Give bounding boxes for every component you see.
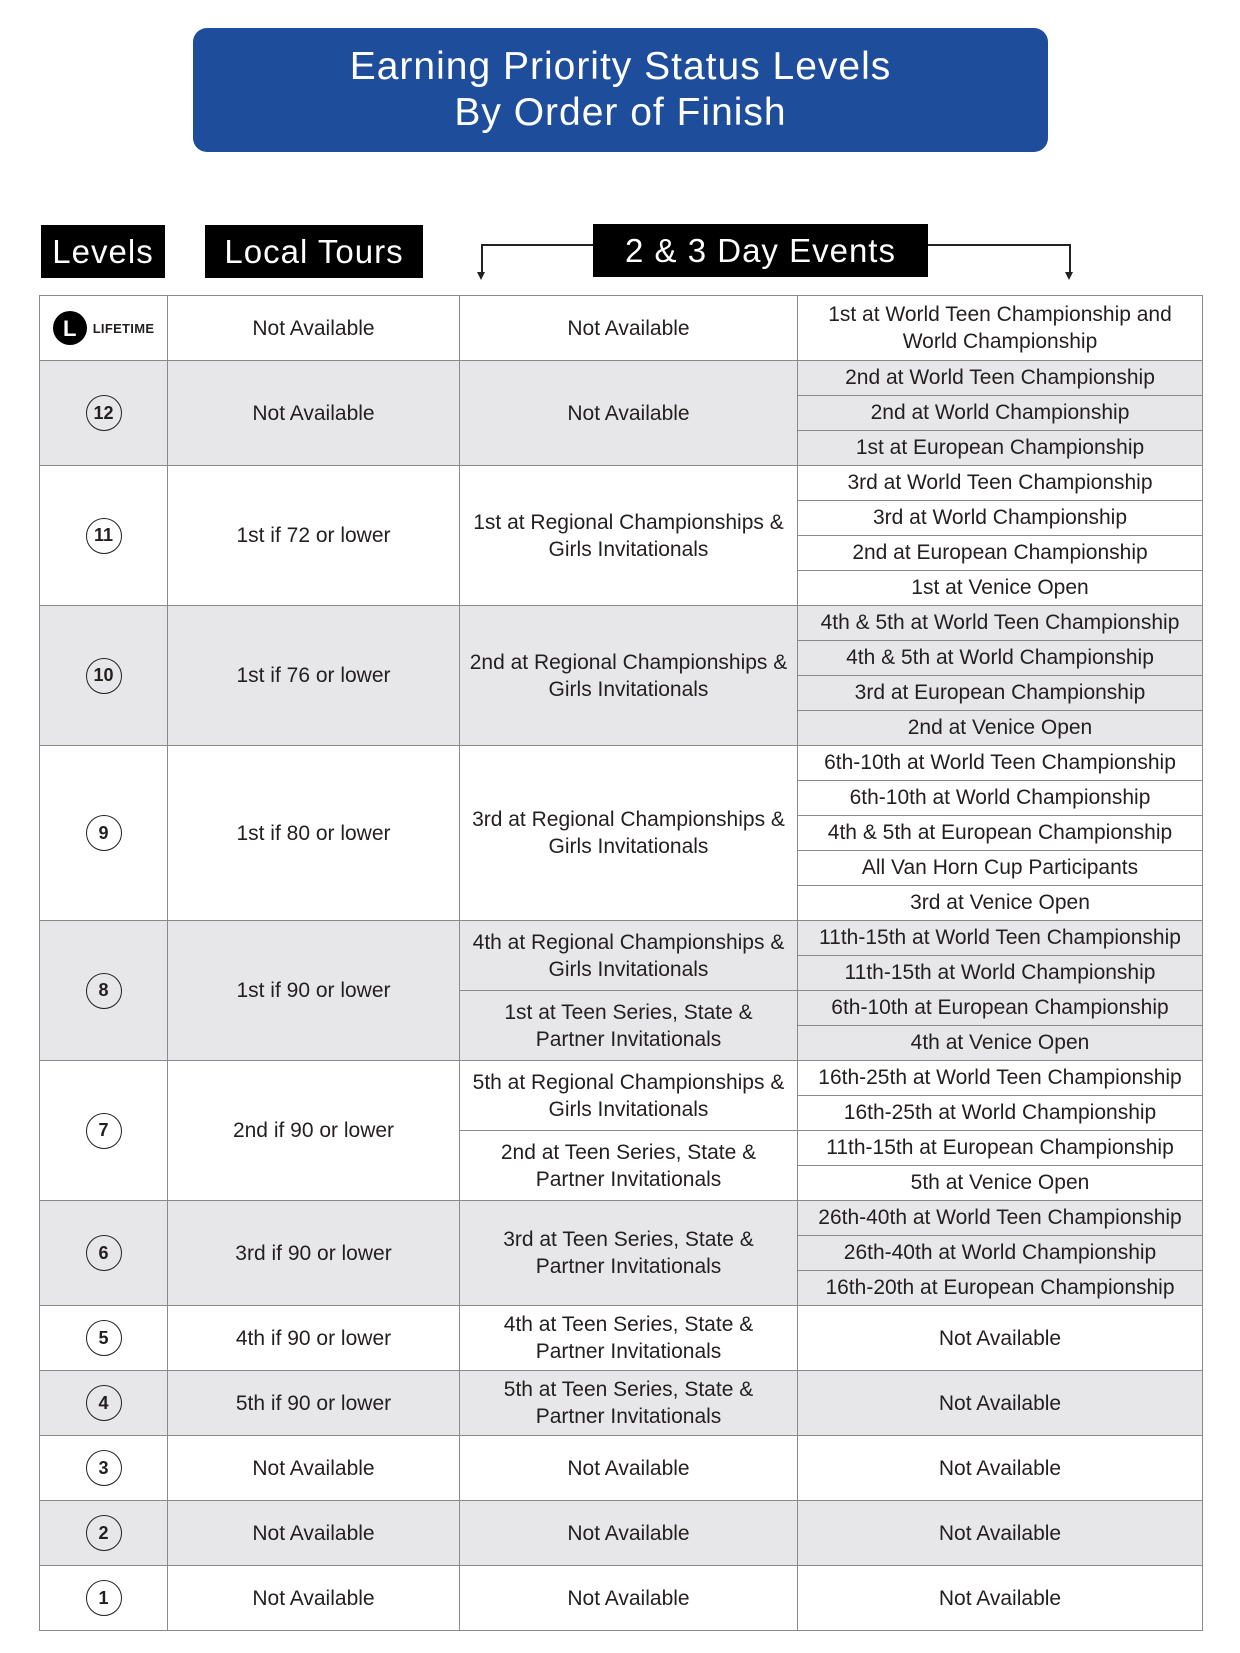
level-number-badge: 1 bbox=[86, 1580, 122, 1616]
table-row bbox=[40, 296, 1203, 361]
regional-events-cell: Not Available bbox=[460, 361, 798, 466]
world-events-cell: 1st at World Teen Championship and World Championship bbox=[798, 296, 1203, 361]
level-cell bbox=[40, 466, 168, 606]
local-tours-cell: Not Available bbox=[168, 1566, 460, 1631]
local-tours-cell: Not Available bbox=[168, 1501, 460, 1566]
world-events-cell: Not Available bbox=[798, 1501, 1203, 1566]
world-events-cell: Not Available bbox=[798, 1436, 1203, 1501]
world-events-cell: Not Available bbox=[798, 1371, 1203, 1436]
table-row bbox=[40, 466, 1203, 501]
regional-events-cell: 1st at Regional Championships & Girls Invitationals bbox=[460, 466, 798, 606]
arrow-down-icon bbox=[477, 272, 485, 280]
regional-events-cell: 1st at Teen Series, State & Partner Invitationals bbox=[460, 991, 798, 1061]
level-cell bbox=[40, 1501, 168, 1566]
level-cell bbox=[40, 1436, 168, 1501]
level-cell bbox=[40, 1201, 168, 1306]
regional-events-cell: 2nd at Regional Championships & Girls Invitationals bbox=[460, 606, 798, 746]
lifetime-badge-label: LIFETIME bbox=[92, 320, 155, 336]
world-events-cell: 6th-10th at World Teen Championship bbox=[798, 746, 1203, 781]
level-cell bbox=[40, 921, 168, 1061]
local-tours-cell: 1st if 80 or lower bbox=[168, 746, 460, 921]
world-events-cell: 4th & 5th at European Championship bbox=[798, 816, 1203, 851]
level-cell bbox=[40, 1371, 168, 1436]
table-row bbox=[40, 921, 1203, 956]
level-cell bbox=[40, 361, 168, 466]
level-number-badge: 10 bbox=[86, 658, 122, 694]
table-row bbox=[40, 1306, 1203, 1371]
regional-events-cell: 2nd at Teen Series, State & Partner Invitationals bbox=[460, 1131, 798, 1201]
priority-levels-table bbox=[39, 295, 1203, 1631]
header-events: 2 & 3 Day Events bbox=[593, 224, 928, 277]
world-events-cell: Not Available bbox=[798, 1306, 1203, 1371]
title-line-2: By Order of Finish bbox=[454, 91, 787, 134]
world-events-cell: 3rd at European Championship bbox=[798, 676, 1203, 711]
local-tours-cell: 1st if 72 or lower bbox=[168, 466, 460, 606]
local-tours-cell: 2nd if 90 or lower bbox=[168, 1061, 460, 1201]
table-row bbox=[40, 1566, 1203, 1631]
arrow-down-icon bbox=[1065, 272, 1073, 280]
local-tours-cell: 4th if 90 or lower bbox=[168, 1306, 460, 1371]
local-tours-cell: 1st if 90 or lower bbox=[168, 921, 460, 1061]
world-events-cell: 3rd at World Teen Championship bbox=[798, 466, 1203, 501]
world-events-cell: 26th-40th at World Championship bbox=[798, 1236, 1203, 1271]
table-row bbox=[40, 1201, 1203, 1236]
local-tours-cell: Not Available bbox=[168, 1436, 460, 1501]
world-events-cell: 11th-15th at European Championship bbox=[798, 1131, 1203, 1166]
level-cell bbox=[40, 746, 168, 921]
local-tours-cell: Not Available bbox=[168, 361, 460, 466]
world-events-cell: 2nd at Venice Open bbox=[798, 711, 1203, 746]
header-levels: Levels bbox=[41, 225, 165, 278]
table-row bbox=[40, 1436, 1203, 1501]
regional-events-cell: Not Available bbox=[460, 1566, 798, 1631]
regional-events-cell: 5th at Regional Championships & Girls Invitationals bbox=[460, 1061, 798, 1131]
table-row bbox=[40, 746, 1203, 781]
lifetime-badge bbox=[53, 311, 155, 345]
regional-events-cell: Not Available bbox=[460, 1436, 798, 1501]
world-events-cell: 2nd at European Championship bbox=[798, 536, 1203, 571]
world-events-cell: 16th-25th at World Teen Championship bbox=[798, 1061, 1203, 1096]
regional-events-cell: 4th at Regional Championships & Girls Invitationals bbox=[460, 921, 798, 991]
regional-events-cell: 5th at Teen Series, State & Partner Invitationals bbox=[460, 1371, 798, 1436]
world-events-cell: 4th at Venice Open bbox=[798, 1026, 1203, 1061]
world-events-cell: 3rd at Venice Open bbox=[798, 886, 1203, 921]
level-cell bbox=[40, 296, 168, 361]
table-row bbox=[40, 361, 1203, 396]
world-events-cell: 1st at European Championship bbox=[798, 431, 1203, 466]
world-events-cell: 2nd at World Teen Championship bbox=[798, 361, 1203, 396]
world-events-cell: 16th-25th at World Championship bbox=[798, 1096, 1203, 1131]
world-events-cell: 11th-15th at World Championship bbox=[798, 956, 1203, 991]
level-number-badge: 8 bbox=[86, 973, 122, 1009]
world-events-cell: 1st at Venice Open bbox=[798, 571, 1203, 606]
world-events-cell: 26th-40th at World Teen Championship bbox=[798, 1201, 1203, 1236]
world-events-cell: 6th-10th at World Championship bbox=[798, 781, 1203, 816]
level-number-badge: 5 bbox=[86, 1320, 122, 1356]
table-row bbox=[40, 1371, 1203, 1436]
world-events-cell: All Van Horn Cup Participants bbox=[798, 851, 1203, 886]
title-line-1: Earning Priority Status Levels bbox=[349, 45, 892, 88]
level-number-badge: 4 bbox=[86, 1385, 122, 1421]
local-tours-cell: Not Available bbox=[168, 296, 460, 361]
world-events-cell: 4th & 5th at World Championship bbox=[798, 641, 1203, 676]
world-events-cell: 4th & 5th at World Teen Championship bbox=[798, 606, 1203, 641]
table-row bbox=[40, 606, 1203, 641]
local-tours-cell: 5th if 90 or lower bbox=[168, 1371, 460, 1436]
level-number-badge: 3 bbox=[86, 1450, 122, 1486]
regional-events-cell: Not Available bbox=[460, 1501, 798, 1566]
level-cell bbox=[40, 606, 168, 746]
local-tours-cell: 3rd if 90 or lower bbox=[168, 1201, 460, 1306]
regional-events-cell: Not Available bbox=[460, 296, 798, 361]
level-number-badge: 11 bbox=[86, 518, 122, 554]
level-cell bbox=[40, 1306, 168, 1371]
world-events-cell: 16th-20th at European Championship bbox=[798, 1271, 1203, 1306]
level-cell bbox=[40, 1061, 168, 1201]
title-banner bbox=[193, 28, 1048, 152]
regional-events-cell: 3rd at Regional Championships & Girls Invitationals bbox=[460, 746, 798, 921]
regional-events-cell: 3rd at Teen Series, State & Partner Invitationals bbox=[460, 1201, 798, 1306]
table-row bbox=[40, 1501, 1203, 1566]
level-cell bbox=[40, 1566, 168, 1631]
world-events-cell: 5th at Venice Open bbox=[798, 1166, 1203, 1201]
level-number-badge: 2 bbox=[86, 1515, 122, 1551]
level-number-badge: 7 bbox=[86, 1113, 122, 1149]
world-events-cell: 11th-15th at World Teen Championship bbox=[798, 921, 1203, 956]
lifetime-badge-letter: L bbox=[53, 311, 87, 345]
table-row bbox=[40, 1061, 1203, 1096]
regional-events-cell: 4th at Teen Series, State & Partner Invitationals bbox=[460, 1306, 798, 1371]
world-events-cell: 6th-10th at European Championship bbox=[798, 991, 1203, 1026]
level-number-badge: 9 bbox=[86, 815, 122, 851]
world-events-cell: 3rd at World Championship bbox=[798, 501, 1203, 536]
level-number-badge: 12 bbox=[86, 395, 122, 431]
local-tours-cell: 1st if 76 or lower bbox=[168, 606, 460, 746]
world-events-cell: Not Available bbox=[798, 1566, 1203, 1631]
world-events-cell: 2nd at World Championship bbox=[798, 396, 1203, 431]
level-number-badge: 6 bbox=[86, 1235, 122, 1271]
header-local-tours: Local Tours bbox=[205, 225, 423, 278]
